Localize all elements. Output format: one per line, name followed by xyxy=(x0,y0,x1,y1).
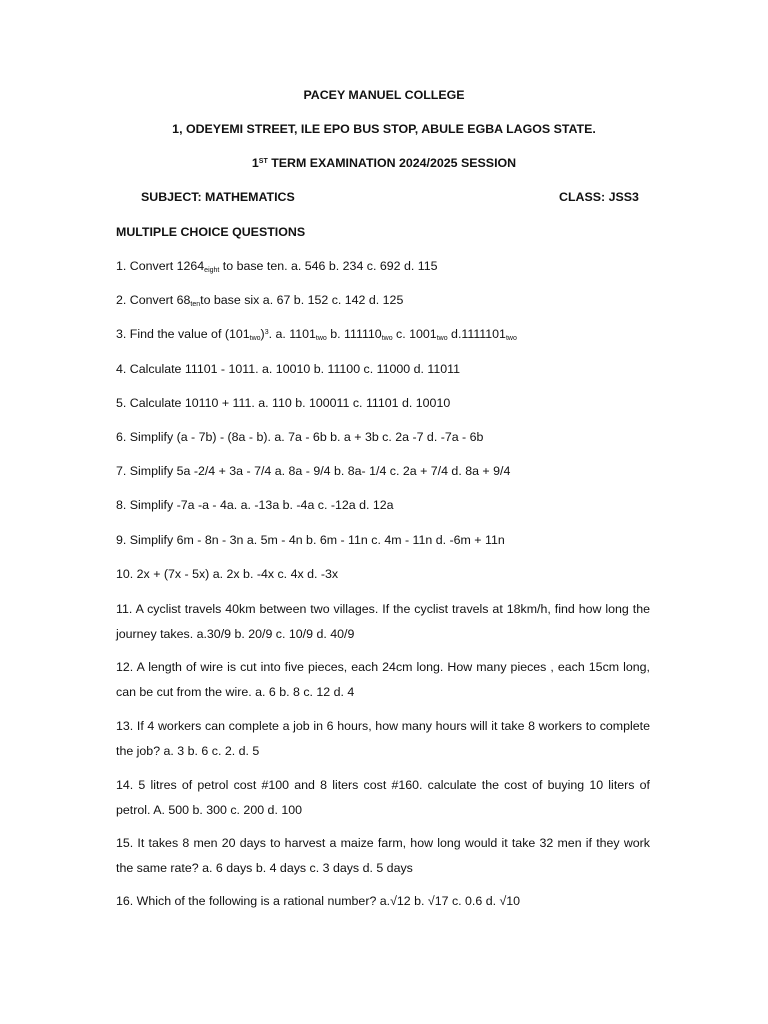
q3-text-e: c. 1001 xyxy=(392,327,437,341)
q1-text-b: to base ten. a. 546 b. 234 c. 692 d. 115 xyxy=(219,259,438,273)
term-title-rest: TERM EXAMINATION 2024/2025 SESSION xyxy=(267,156,517,170)
exam-term-title xyxy=(0,156,768,170)
q3-text-c: . a. 1101 xyxy=(268,327,316,341)
q3-subscript-2: two xyxy=(315,335,327,342)
question-11: 11. A cyclist travels 40km between two villages. If the cyclist travels at 18km/h, find how long the journey takes. a.30/9 b. 20/9 c. 10/9 d. 40/9 xyxy=(116,602,650,641)
term-suffix: ST xyxy=(258,158,268,165)
q3-text-d: b. 111110 xyxy=(326,327,382,341)
q3-subscript-3: two xyxy=(381,335,393,342)
question-16: 16. Which of the following is a rational number? a.√12 b. √17 c. 0.6 d. √10 xyxy=(116,894,521,908)
q2-base-subscript: ten xyxy=(190,301,201,308)
q2-text-a: 2. Convert 68 xyxy=(116,293,191,307)
q3-subscript-1: two xyxy=(249,335,261,342)
question-4: 4. Calculate 11101 - 1011. a. 10010 b. 11100 c. 11000 d. 11011 xyxy=(116,362,460,376)
question-2 xyxy=(116,293,403,307)
school-address: 1, ODEYEMI STREET, ILE EPO BUS STOP, ABULE EGBA LAGOS STATE. xyxy=(172,122,596,136)
question-5: 5. Calculate 10110 + 111. a. 110 b. 100011 c. 11101 d. 10010 xyxy=(116,396,451,410)
question-14: 14. 5 litres of petrol cost #100 and 8 liters cost #160. calculate the cost of buying 10 liters of petrol. A. 500 b. 300 c. 200 d. 100 xyxy=(116,778,650,817)
question-12: 12. A length of wire is cut into five pieces, each 24cm long. How many pieces , each 15cm long, can be cut from the wire. a. 6 b. 8 c. 12 d. 4 xyxy=(116,660,650,699)
question-13: 13. If 4 workers can complete a job in 6 hours, how many hours will it take 8 workers to complete the job? a. 3 b. 6 c. 2. d. 5 xyxy=(116,719,650,758)
q3-exponent: 3 xyxy=(264,329,269,336)
term-number: 1 xyxy=(251,156,259,170)
q3-text-f: d.1111101 xyxy=(447,327,506,341)
section-title: MULTIPLE CHOICE QUESTIONS xyxy=(116,225,306,239)
q3-subscript-5: two xyxy=(505,335,517,342)
question-9: 9. Simplify 6m - 8n - 3n a. 5m - 4n b. 6m - 11n c. 4m - 11n d. -6m + 11n xyxy=(116,533,505,547)
question-1 xyxy=(116,259,438,273)
question-10: 10. 2x + (7x - 5x) a. 2x b. -4x c. 4x d. -3x xyxy=(116,567,339,581)
subject-label: SUBJECT: MATHEMATICS xyxy=(141,190,295,204)
school-name: PACEY MANUEL COLLEGE xyxy=(303,88,465,102)
q1-text-a: 1. Convert 1264 xyxy=(116,259,205,273)
question-3 xyxy=(116,327,517,341)
question-6: 6. Simplify (a - 7b) - (8a - b). a. 7a - 6b b. a + 3b c. 2a -7 d. -7a - 6b xyxy=(116,430,484,444)
question-15: 15. It takes 8 men 20 days to harvest a maize farm, how long would it take 32 men if they work the same rate? a. 6 days b. 4 days c. 3 days d. 5 days xyxy=(116,836,650,875)
q3-text-b: ) xyxy=(260,327,265,341)
question-8: 8. Simplify -7a -a - 4a. a. -13a b. -4a c. -12a d. 12a xyxy=(116,498,394,512)
question-7: 7. Simplify 5a -2/4 + 3a - 7/4 a. 8a - 9/4 b. 8a- 1/4 c. 2a + 7/4 d. 8a + 9/4 xyxy=(116,464,511,478)
q2-text-b: to base six a. 67 b. 152 c. 142 d. 125 xyxy=(200,293,404,307)
q3-text-a: 3. Find the value of (101 xyxy=(116,327,250,341)
q3-subscript-4: two xyxy=(436,335,448,342)
q1-base-subscript: eight xyxy=(204,267,220,274)
class-label: CLASS: JSS3 xyxy=(559,190,639,204)
